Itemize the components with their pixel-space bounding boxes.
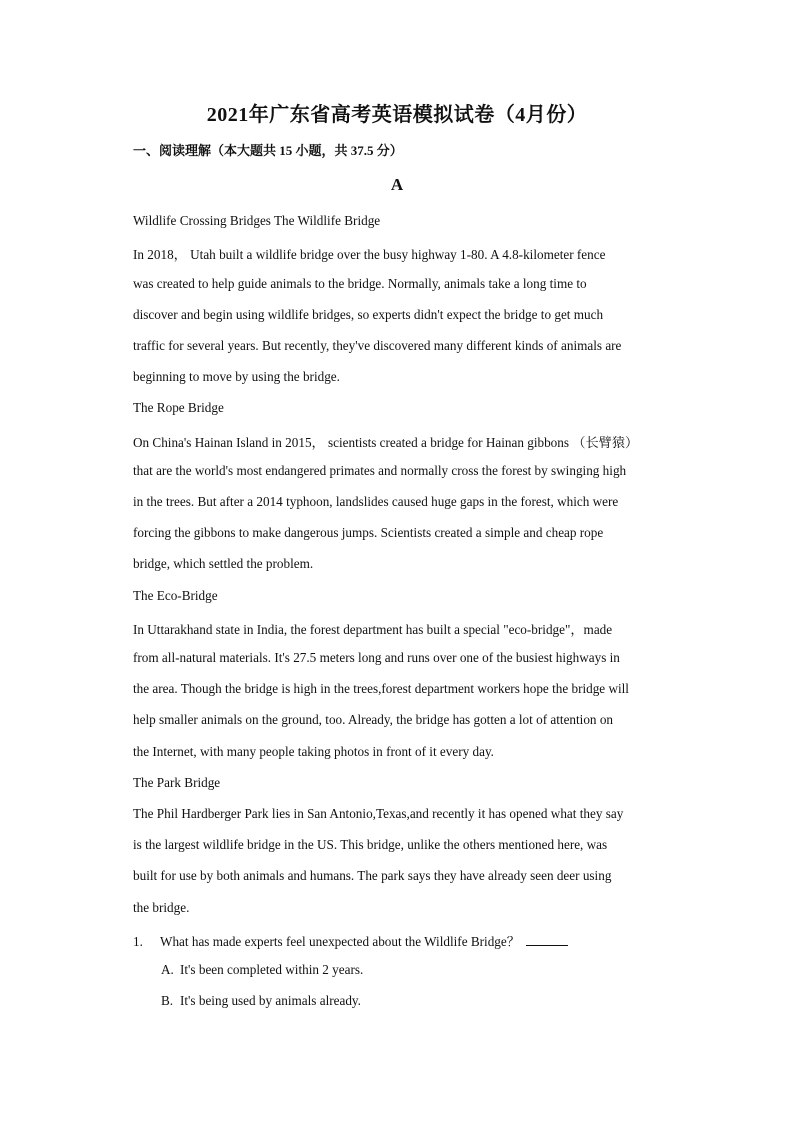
passage-line: The Phil Hardberger Park lies in San Antonio,Texas,and recently it has opened what they say: [133, 806, 624, 821]
passage-line: that are the world's most endangered primates and normally cross the forest by swinging high: [133, 463, 627, 478]
passage-line: built for use by both animals and humans. The park says they have already seen deer using: [133, 868, 612, 883]
option-text: It's been completed within 2 years.: [180, 962, 364, 977]
passage-line: On China's Hainan Island in 2015， scientists created a bridge for Hainan gibbons （长臂猿）: [133, 435, 639, 450]
passage-line: is the largest wildlife bridge in the US. This bridge, unlike the others mentioned here, was: [133, 837, 608, 852]
passage-line: traffic for several years. But recently, they've discovered many different kinds of animals are: [133, 338, 622, 353]
option-letter: A.: [161, 962, 174, 977]
passage-line: In Uttarakhand state in India, the forest department has built a special "eco-bridge"，made: [133, 622, 613, 637]
option-letter: B.: [161, 993, 174, 1008]
passage-line: discover and begin using wildlife bridges, so experts didn't expect the bridge to get much: [133, 307, 604, 322]
question-number: 1.: [133, 934, 143, 949]
passage-line: was created to help guide animals to the bridge. Normally, animals take a long time to: [133, 276, 587, 291]
subheading-rope-bridge: The Rope Bridge: [133, 400, 224, 415]
question-text: What has made experts feel unexpected about the Wildlife Bridge？: [160, 934, 520, 949]
passage-line: beginning to move by using the bridge.: [133, 369, 340, 384]
passage-line: In 2018， Utah built a wildlife bridge over the busy highway 1-80. A 4.8-kilometer fence: [133, 247, 606, 262]
passage-line: bridge, which settled the problem.: [133, 556, 314, 571]
passage-line: in the trees. But after a 2014 typhoon, landslides caused huge gaps in the forest, which were: [133, 494, 619, 509]
subheading-eco-bridge: The Eco-Bridge: [133, 588, 218, 603]
subheading-park-bridge: The Park Bridge: [133, 775, 221, 790]
passage-line: from all-natural materials. It's 27.5 meters long and runs over one of the busiest highways in: [133, 650, 620, 665]
section-heading: 一、阅读理解（本大题共 15 小题，共 37.5 分）: [133, 143, 403, 158]
passage-line: Wildlife Crossing Bridges The Wildlife Bridge: [133, 213, 381, 228]
passage-line: help smaller animals on the ground, too. Already, the bridge has gotten a lot of attention on: [133, 712, 614, 727]
passage-line: forcing the gibbons to make dangerous jumps. Scientists created a simple and cheap rope: [133, 525, 604, 540]
part-label: A: [390, 175, 404, 194]
passage-line: the Internet, with many people taking photos in front of it every day.: [133, 744, 494, 759]
answer-blank: [526, 935, 568, 946]
option-b: [161, 993, 361, 1009]
option-text: It's being used by animals already.: [180, 993, 361, 1008]
page-title: 2021年广东省高考英语模拟试卷（4月份）: [206, 104, 588, 126]
passage-line: the area. Though the bridge is high in the trees,forest department workers hope the bridge will: [133, 681, 629, 696]
option-a: [161, 962, 363, 978]
question-1: [133, 931, 568, 950]
passage-line: the bridge.: [133, 900, 190, 915]
